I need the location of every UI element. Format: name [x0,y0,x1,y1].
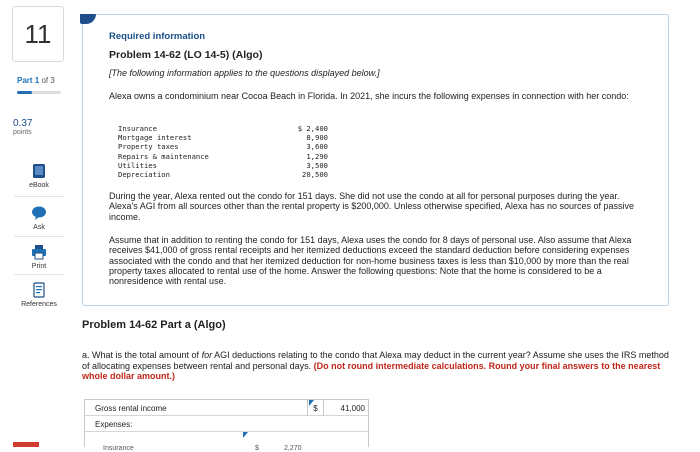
expense-row [118,170,328,179]
insurance-label: Insurance [103,445,134,452]
expense-amount: 3,500 [306,160,328,170]
divider [14,196,64,197]
gross-rental-label: Gross rental income [95,404,167,413]
expense-row [118,152,328,161]
question-text-middle: AGI deductions relating to the condo that Alexa may deduct in the current year? Assume she uses the IRS method of allocating expenses between rental and personal days. [82,350,669,371]
question-number-box[interactable] [12,6,64,62]
question-text-start: a. What is the total amount of [82,350,202,360]
input-flag-icon [243,432,248,438]
print-icon [31,244,47,260]
answer-table [84,399,369,452]
part-current: Part 1 [17,76,40,85]
next-question-tab[interactable] [13,442,39,447]
divider [14,236,64,237]
table-row [85,416,368,432]
ask-label: Ask [33,224,45,231]
expense-amount: $ 2,400 [297,124,328,133]
references-label: References [21,301,57,308]
currency-sign: $ [307,400,323,416]
expense-label: Mortgage interest [118,133,192,143]
expense-label: Property taxes [118,142,179,152]
rental-paragraph: During the year, Alexa rented out the condo for 151 days. She did not use the condo at all for personal purposes during the year. Alexa's AGI from all sources other than the rental property is $200,000. Unless otherwise specified, Alexa has no sources of passive income. [109,191,634,222]
assumption-paragraph: Assume that in addition to renting the condo for 151 days, Alexa uses the condo for 8 days of personal use. Also assume that Alexa receives $41,000 of gross rental receipts and her itemized deductions exceed the standard deduction before considering expenses associated with the condo and that her itemized deduction for non-home business taxes is less than $10,000 by more than the real property taxes allocated to rental use of the home. Answer the following questions: Note that the home is considered to be a nonresidence with rental use. [109,235,632,287]
expense-row [118,124,328,133]
ask-icon [31,205,47,221]
part-indicator [17,76,55,85]
ask-button[interactable] [14,205,64,231]
expense-row [118,133,328,142]
expense-label: Repairs & maintenance [118,151,209,161]
print-label: Print [31,263,47,270]
table-row [85,432,368,452]
gross-rental-input[interactable]: 41,000 [323,400,368,416]
expense-label: Depreciation [118,170,170,180]
expenses-label: Expenses: [95,420,133,429]
table-row [85,400,368,416]
problem-title: Problem 14-62 (LO 14-5) (Algo) [109,49,263,61]
expense-amount: 3,600 [306,142,328,152]
points-label: points [13,129,32,136]
expense-row [118,142,328,151]
part-progress-bar [17,91,61,94]
sidebar [0,0,68,447]
info-note: [The following information applies to the questions displayed below.] [109,68,380,78]
currency-sign: $ [255,445,259,452]
expense-amount: 20,500 [302,170,328,180]
expense-label: Utilities [118,160,157,170]
ebook-button[interactable] [14,163,64,189]
points-value: 0.37 [13,118,33,129]
rounding-instruction: (Do not round intermediate calculations. Round your final answers to the nearest whole dollar amount.) [82,360,661,381]
ebook-icon [31,163,47,179]
references-button[interactable] [14,282,64,308]
question-number: 11 [24,18,52,49]
ebook-label: eBook [29,182,49,189]
insurance-input[interactable]: 2,270 [284,445,302,452]
expense-amount: 1,290 [306,151,328,161]
expense-label: Insurance [118,124,157,133]
part-total: of 3 [39,76,55,85]
print-button[interactable] [14,244,64,270]
intro-paragraph: Alexa owns a condominium near Cocoa Beach in Florida. In 2021, she incurs the following expenses in connection with her condo: [109,91,629,101]
question-text-italic: for [201,350,213,360]
required-information-heading: Required information [109,31,206,42]
references-icon [31,282,47,298]
input-flag-icon [309,400,314,406]
divider [14,274,64,275]
expense-amount: 8,900 [306,133,328,143]
expenses-table [118,124,328,179]
part-a-question [82,350,672,382]
expense-row [118,161,328,170]
part-progress-fill [17,91,32,94]
part-a-title: Problem 14-62 Part a (Algo) [82,319,226,331]
